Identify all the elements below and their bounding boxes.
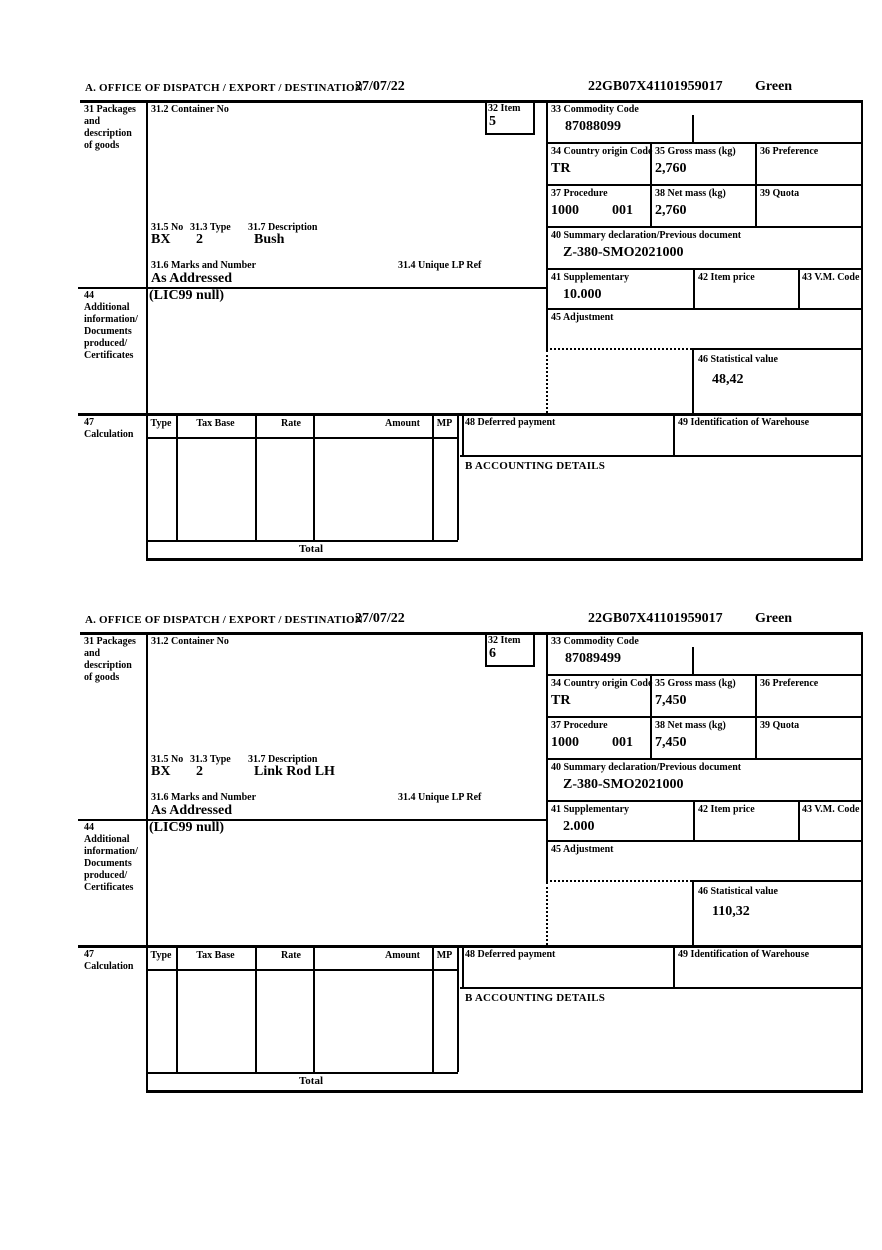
previous-document-value: Z-380-SMO2021000 [563,245,684,260]
country-origin-value: TR [551,693,571,708]
item-price-label: 42 Item price [698,804,755,815]
item-number-value: 6 [489,646,496,661]
previous-document-label: 40 Summary declaration/Previous document [551,762,742,773]
package-no-label: 31.5 No [151,222,184,233]
item-price-label: 42 Item price [698,272,755,283]
row-divider [546,268,863,270]
office-of-dispatch-label: A. OFFICE OF DISPATCH / EXPORT / DESTINATION [85,82,363,94]
calc-table-right-border [457,945,459,1072]
calculation-label: 47 Calculation [84,417,134,440]
calc-column-divider [313,413,315,540]
calc-table-bottom-border [146,1072,458,1074]
previous-document-label: 40 Summary declaration/Previous document [551,230,742,241]
calc-column-divider [432,413,434,540]
deferred-payment-label: 48 Deferred payment [465,949,556,960]
calc-column-divider [255,413,257,540]
commodity-code-label: 33 Commodity Code [551,104,639,115]
calc-header-underline [146,969,458,971]
statistical-value-label: 46 Statistical value [698,886,778,897]
adjustment-label: 45 Adjustment [551,844,614,855]
procedure-extension-value: 001 [612,203,633,218]
row-divider [546,184,863,186]
item-box-left-border [485,100,487,135]
country-origin-label: 34 Country origin Code [551,678,653,689]
item-box-bottom-border [485,665,535,667]
commodity-code-value: 87088099 [565,119,621,134]
calc-rate-header: Rate [281,950,301,961]
accounting-top-border [460,987,863,989]
column-divider [798,268,800,308]
warehouse-identification-label: 49 Identification of Warehouse [678,949,810,960]
commodity-code-separator [692,115,694,142]
country-origin-value: TR [551,161,571,176]
package-no-value: BX [151,232,171,247]
procedure-value: 1000 [551,203,579,218]
deferred-payment-label: 48 Deferred payment [465,417,556,428]
calc-amount-header: Amount [384,418,420,429]
accounting-top-border [460,455,863,457]
declaration-reference-value: 22GB07X41101959017 [588,611,723,626]
calc-type-header: Type [150,418,172,429]
calc-mp-header: MP [436,950,453,961]
row-divider [546,758,863,760]
warehouse-box-divider [673,413,675,455]
net-mass-value: 2,760 [655,203,687,218]
goods-description-value: Bush [254,232,285,247]
declaration-reference-value: 22GB07X41101959017 [588,79,723,94]
row-divider [546,226,863,228]
gross-mass-value: 7,450 [655,693,687,708]
unique-lp-ref-label: 31.4 Unique LP Ref [398,792,482,803]
gross-mass-value: 2,760 [655,161,687,176]
left-column-border [146,100,148,561]
country-origin-label: 34 Country origin Code [551,146,653,157]
additional-information-value: (LIC99 null) [149,820,225,835]
vm-code-label: 43 V.M. Code [802,804,860,815]
accounting-details-label: B ACCOUNTING DETAILS [465,460,606,472]
container-no-label: 31.2 Container No [151,636,229,647]
form-top-border [80,100,863,103]
description-label: 31.7 Description [248,754,318,765]
calc-table-right-border [457,413,459,540]
vm-code-label: 43 V.M. Code [802,272,860,283]
statistical-box-left-border [692,348,694,413]
left-column-border [146,632,148,1093]
route-status-value: Green [755,79,793,94]
calc-mp-header: MP [436,418,453,429]
preference-label: 36 Preference [760,146,819,157]
calc-header-underline [146,437,458,439]
row-divider [546,840,863,842]
procedure-label: 37 Procedure [551,188,608,199]
row-divider [546,800,863,802]
row-divider [546,142,863,144]
adjustment-label: 45 Adjustment [551,312,614,323]
total-label: Total [298,1075,324,1087]
calc-amount-header: Amount [384,950,420,961]
item-box-right-border [533,100,535,135]
dotted-adjustment-divider [546,880,692,882]
gross-mass-label: 35 Gross mass (kg) [655,678,736,689]
statistical-value-label: 46 Statistical value [698,354,778,365]
commodity-code-label: 33 Commodity Code [551,636,639,647]
row-divider [546,308,863,310]
statistical-box-top-border [692,880,863,882]
preference-label: 36 Preference [760,678,819,689]
container-no-label: 31.2 Container No [151,104,229,115]
box47-divider [78,413,863,416]
declaration-item-form-1 [0,76,882,562]
row-divider [546,674,863,676]
additional-information-value: (LIC99 null) [149,288,225,303]
calc-tax-base-header: Tax Base [196,418,235,429]
net-mass-label: 38 Net mass (kg) [655,720,726,731]
form-right-border [861,632,863,1092]
supplementary-label: 41 Supplementary [551,804,630,815]
packages-description-label: 31 Packages and description of goods [84,636,136,683]
right-section-border [546,632,548,882]
supplementary-value: 2.000 [563,819,595,834]
deferred-box-left-border [462,413,464,455]
procedure-extension-value: 001 [612,735,633,750]
calc-tax-base-header: Tax Base [196,950,235,961]
warehouse-identification-label: 49 Identification of Warehouse [678,417,810,428]
accounting-details-label: B ACCOUNTING DETAILS [465,992,606,1004]
gross-mass-label: 35 Gross mass (kg) [655,146,736,157]
quota-label: 39 Quota [760,188,800,199]
item-box-left-border [485,632,487,667]
package-type-value: 2 [196,232,203,247]
column-divider [798,800,800,840]
commodity-code-separator [692,647,694,674]
item-label: 32 Item [488,635,521,646]
calc-column-divider [432,945,434,1072]
right-section-border [546,100,548,350]
office-of-dispatch-label: A. OFFICE OF DISPATCH / EXPORT / DESTINATION [85,614,363,626]
calc-type-header: Type [150,950,172,961]
column-divider [693,800,695,840]
previous-document-value: Z-380-SMO2021000 [563,777,684,792]
item-number-value: 5 [489,114,496,129]
calculation-label: 47 Calculation [84,949,134,972]
net-mass-value: 7,450 [655,735,687,750]
procedure-label: 37 Procedure [551,720,608,731]
dotted-adjustment-divider [546,348,692,350]
box47-divider [78,945,863,948]
form-top-border [80,632,863,635]
statistical-box-top-border [692,348,863,350]
total-label: Total [298,543,324,555]
warehouse-box-divider [673,945,675,987]
package-type-label: 31.3 Type [190,754,231,765]
calc-column-divider [255,945,257,1072]
dotted-section-border [546,882,548,945]
marks-value: As Addressed [151,271,233,286]
column-divider [693,268,695,308]
calc-table-bottom-border [146,540,458,542]
additional-information-label: 44 Additional information/ Documents produced/ Certificates [84,290,138,361]
calc-column-divider [176,413,178,540]
calc-column-divider [176,945,178,1072]
row-divider [546,716,863,718]
package-type-value: 2 [196,764,203,779]
marks-value: As Addressed [151,803,233,818]
supplementary-value: 10.000 [563,287,602,302]
package-no-value: BX [151,764,171,779]
route-status-value: Green [755,611,793,626]
quota-label: 39 Quota [760,720,800,731]
form-bottom-border [146,1090,863,1093]
marks-number-label: 31.6 Marks and Number [151,792,257,803]
package-type-label: 31.3 Type [190,222,231,233]
supplementary-label: 41 Supplementary [551,272,630,283]
calc-rate-header: Rate [281,418,301,429]
package-no-label: 31.5 No [151,754,184,765]
additional-information-label: 44 Additional information/ Documents produced/ Certificates [84,822,138,893]
marks-number-label: 31.6 Marks and Number [151,260,257,271]
form-right-border [861,100,863,560]
statistical-box-left-border [692,880,694,945]
statistical-value: 110,32 [712,904,750,919]
statistical-value: 48,42 [712,372,744,387]
declaration-item-form-2 [0,608,882,1094]
dispatch-date-value: 27/07/22 [355,79,405,94]
item-label: 32 Item [488,103,521,114]
packages-description-label: 31 Packages and description of goods [84,104,136,151]
deferred-box-left-border [462,945,464,987]
form-bottom-border [146,558,863,561]
item-box-right-border [533,632,535,667]
commodity-code-value: 87089499 [565,651,621,666]
item-box-bottom-border [485,133,535,135]
dotted-section-border [546,350,548,413]
goods-description-value: Link Rod LH [254,764,335,779]
dispatch-date-value: 27/07/22 [355,611,405,626]
calc-column-divider [313,945,315,1072]
procedure-value: 1000 [551,735,579,750]
unique-lp-ref-label: 31.4 Unique LP Ref [398,260,482,271]
net-mass-label: 38 Net mass (kg) [655,188,726,199]
description-label: 31.7 Description [248,222,318,233]
